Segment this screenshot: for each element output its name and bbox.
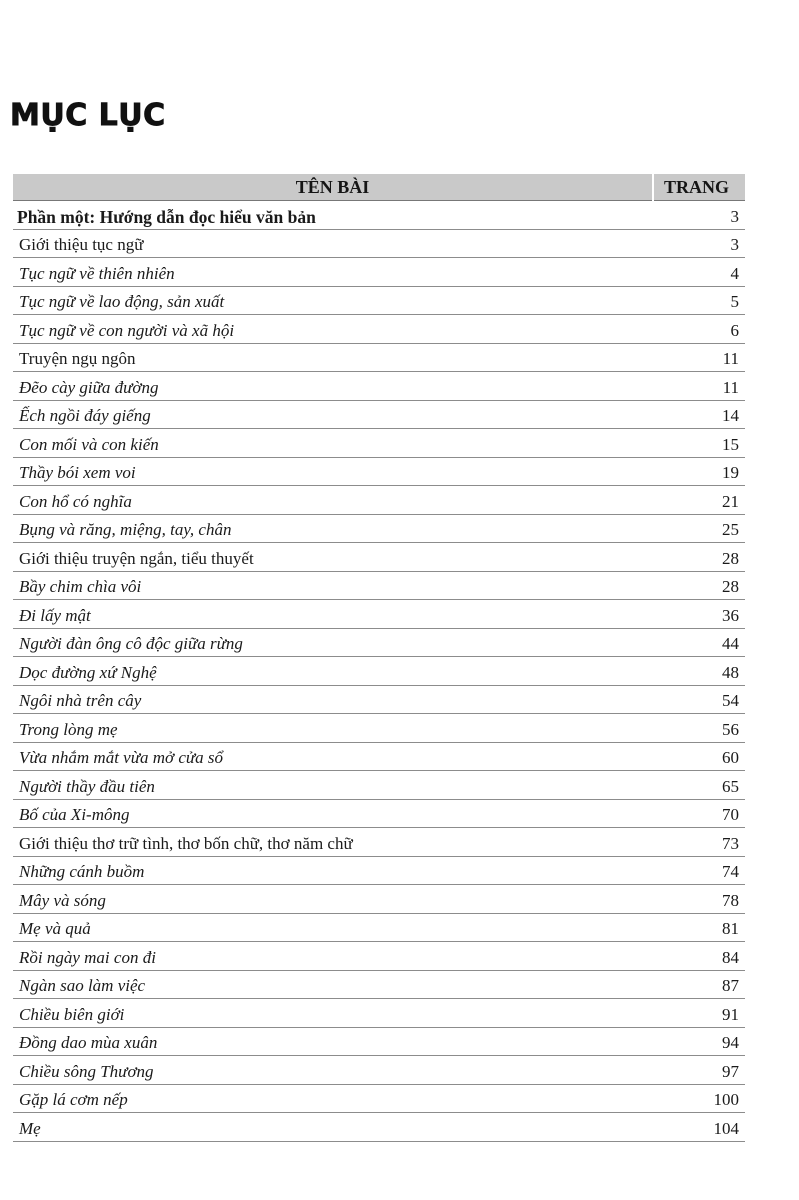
toc-entry-title: Bầy chim chìa vôi (13, 571, 653, 600)
toc-entry-page: 28 (653, 571, 745, 600)
toc-entry-page: 48 (653, 657, 745, 686)
toc-entry-page: 54 (653, 685, 745, 714)
toc-row (13, 571, 745, 600)
toc-entry-title: Đi lấy mật (13, 600, 653, 629)
toc-entry-page: 3 (653, 201, 745, 230)
toc-row (13, 429, 745, 458)
toc-entry-page: 78 (653, 885, 745, 914)
toc-row (13, 771, 745, 800)
toc-entry-page: 11 (653, 343, 745, 372)
toc-entry-page: 36 (653, 600, 745, 629)
toc-entry-title: Tục ngữ về lao động, sản xuất (13, 286, 653, 315)
toc-entry-title: Chiều sông Thương (13, 1056, 653, 1085)
toc-entry-page: 65 (653, 771, 745, 800)
toc-entry-title: Những cánh buồm (13, 856, 653, 885)
toc-row (13, 315, 745, 344)
toc-row (13, 885, 745, 914)
toc-entry-title: Đẽo cày giữa đường (13, 372, 653, 401)
toc-entry-title: Mẹ (13, 1113, 653, 1142)
toc-row (13, 258, 745, 287)
toc-row (13, 372, 745, 401)
toc-entry-title: Gặp lá cơm nếp (13, 1084, 653, 1113)
toc-entry-title: Rồi ngày mai con đi (13, 942, 653, 971)
toc-entry-title: Bụng và răng, miệng, tay, chân (13, 514, 653, 543)
toc-entry-title: Mây và sóng (13, 885, 653, 914)
toc-row (13, 628, 745, 657)
toc-entry-page: 87 (653, 970, 745, 999)
toc-row (13, 856, 745, 885)
toc-entry-page: 91 (653, 999, 745, 1028)
toc-entry-page: 21 (653, 486, 745, 515)
toc-entry-page: 100 (653, 1084, 745, 1113)
toc-row (13, 799, 745, 828)
toc-row (13, 1084, 745, 1113)
toc-row (13, 942, 745, 971)
toc-entry-title: Vừa nhắm mắt vừa mở cửa sổ (13, 742, 653, 771)
toc-row (13, 286, 745, 315)
toc-entry-title: Thầy bói xem voi (13, 457, 653, 486)
toc-entry-title: Giới thiệu thơ trữ tình, thơ bốn chữ, thơ năm chữ (13, 828, 653, 857)
toc-row (13, 1027, 745, 1056)
toc-entry-page: 14 (653, 400, 745, 429)
toc-entry-page: 94 (653, 1027, 745, 1056)
toc-entry-page: 104 (653, 1113, 745, 1142)
toc-entry-title: Người đàn ông cô độc giữa rừng (13, 628, 653, 657)
toc-entry-title: Con hổ có nghĩa (13, 486, 653, 515)
toc-entry-title: Ngàn sao làm việc (13, 970, 653, 999)
toc-entry-page: 56 (653, 714, 745, 743)
toc-entry-page: 44 (653, 628, 745, 657)
toc-entry-title: Ngôi nhà trên cây (13, 685, 653, 714)
toc-entry-title: Tục ngữ về con người và xã hội (13, 315, 653, 344)
toc-row (13, 657, 745, 686)
toc-row (13, 1056, 745, 1085)
toc-entry-page: 73 (653, 828, 745, 857)
column-header-title: TÊN BÀI (13, 174, 653, 201)
toc-row (13, 543, 745, 572)
toc-entry-page: 70 (653, 799, 745, 828)
toc-row (13, 600, 745, 629)
toc-row (13, 514, 745, 543)
toc-row (13, 685, 745, 714)
toc-entry-page: 15 (653, 429, 745, 458)
toc-entry-title: Mẹ và quả (13, 913, 653, 942)
toc-entry-page: 74 (653, 856, 745, 885)
toc-entry-page: 3 (653, 229, 745, 258)
page-title: MỤC LỤC (10, 98, 166, 133)
toc-entry-page: 4 (653, 258, 745, 287)
toc-entry-page: 81 (653, 913, 745, 942)
toc-row (13, 400, 745, 429)
toc-entry-title: Phần một: Hướng dẫn đọc hiểu văn bản (13, 201, 653, 230)
toc-row (13, 970, 745, 999)
toc-entry-page: 11 (653, 372, 745, 401)
toc-header-row (13, 174, 745, 201)
toc-entry-page: 5 (653, 286, 745, 315)
toc-entry-title: Giới thiệu tục ngữ (13, 229, 653, 258)
toc-row (13, 828, 745, 857)
toc-entry-title: Ếch ngồi đáy giếng (13, 400, 653, 429)
toc-entry-title: Con mối và con kiến (13, 429, 653, 458)
toc-table (13, 174, 745, 1142)
toc-entry-title: Dọc đường xứ Nghệ (13, 657, 653, 686)
toc-entry-title: Bố của Xi-mông (13, 799, 653, 828)
toc-entry-title: Giới thiệu truyện ngắn, tiểu thuyết (13, 543, 653, 572)
toc-entry-title: Trong lòng mẹ (13, 714, 653, 743)
toc-entry-title: Chiều biên giới (13, 999, 653, 1028)
toc-entry-title: Đồng dao mùa xuân (13, 1027, 653, 1056)
toc-entry-page: 19 (653, 457, 745, 486)
toc-entry-page: 6 (653, 315, 745, 344)
toc-body (13, 201, 745, 1142)
toc-entry-title: Truyện ngụ ngôn (13, 343, 653, 372)
toc-row (13, 486, 745, 515)
toc-entry-page: 60 (653, 742, 745, 771)
toc-row (13, 229, 745, 258)
toc-entry-page: 84 (653, 942, 745, 971)
toc-row (13, 457, 745, 486)
toc-entry-title: Người thầy đầu tiên (13, 771, 653, 800)
toc-entry-page: 97 (653, 1056, 745, 1085)
toc-row (13, 1113, 745, 1142)
toc-entry-title: Tục ngữ về thiên nhiên (13, 258, 653, 287)
toc-row (13, 999, 745, 1028)
toc-row (13, 714, 745, 743)
toc-entry-page: 28 (653, 543, 745, 572)
toc-row (13, 742, 745, 771)
toc-entry-page: 25 (653, 514, 745, 543)
column-header-page: TRANG (653, 174, 745, 201)
toc-row (13, 201, 745, 230)
toc-row (13, 913, 745, 942)
toc-row (13, 343, 745, 372)
